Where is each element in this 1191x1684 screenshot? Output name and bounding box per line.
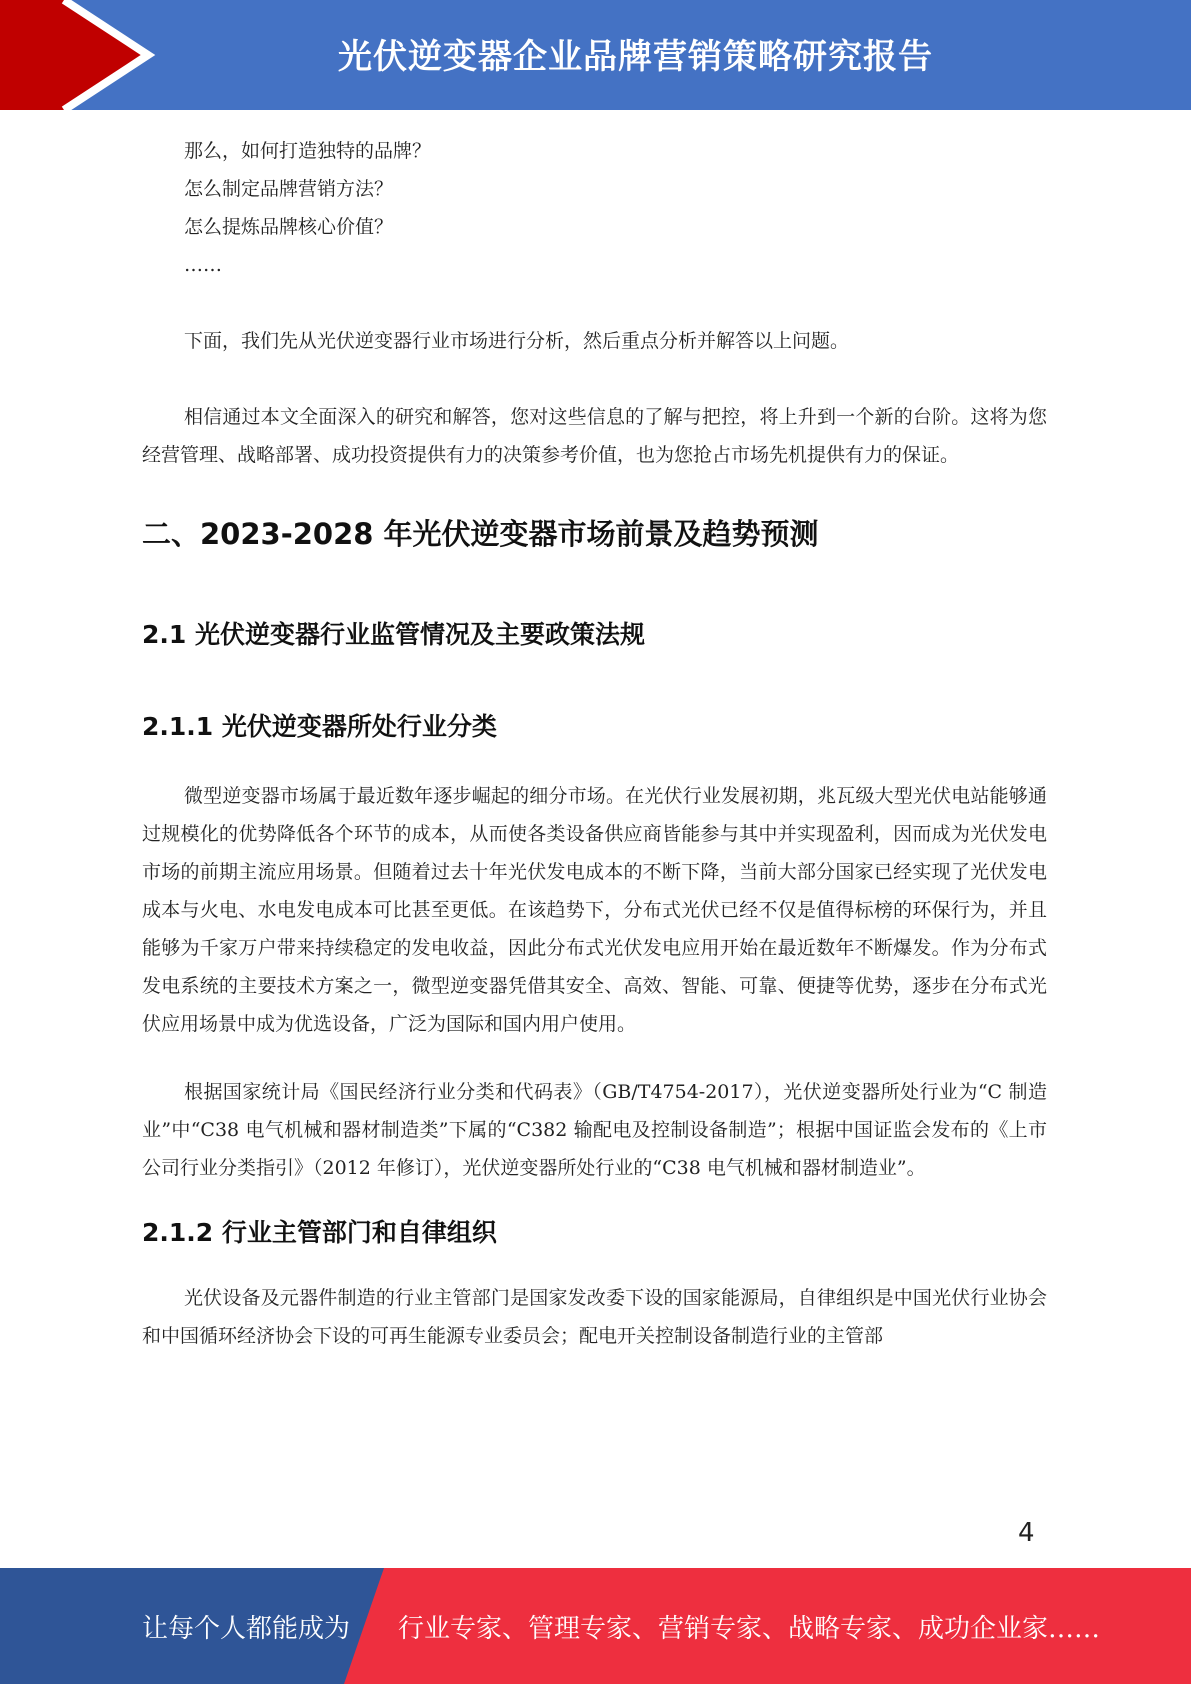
- footer-slogan-right: 行业专家、管理专家、营销专家、战略专家、成功企业家……: [398, 1613, 1101, 1644]
- regulator-paragraph: 光伏设备及元器件制造的行业主管部门是国家发改委下设的国家能源局，自律组织是中国光伏行业协会和中国循环经济协会下设的可再生能源专业委员会；配电开关控制设备制造行业的主管部: [142, 1287, 1047, 1347]
- subsection-heading-2-1-2: 2.1.2 行业主管部门和自律组织: [142, 1218, 497, 1247]
- question-1: 那么，如何打造独特的品牌？: [184, 140, 432, 162]
- question-3: 怎么提炼品牌核心价值？: [184, 216, 394, 238]
- page-footer: [0, 1568, 1191, 1684]
- question-ellipsis: ……: [184, 254, 222, 276]
- intro-paragraph-1: 下面，我们先从光伏逆变器行业市场进行分析，然后重点分析并解答以上问题。: [184, 330, 850, 352]
- header-chevron-decoration: [0, 0, 160, 110]
- report-title: 光伏逆变器企业品牌营销策略研究报告: [338, 36, 933, 77]
- subsection-heading-2-1-1: 2.1.1 光伏逆变器所处行业分类: [142, 712, 497, 741]
- industry-classification-paragraph-1: 微型逆变器市场属于最近数年逐步崛起的细分市场。在光伏行业发展初期，兆瓦级大型光伏电站能够通过规模化的优势降低各个环节的成本，从而使各类设备供应商皆能参与其中并实现盈利，因而成为光伏发电市场的前期主流应用场景。但随着过去十年光伏发电成本的不断下降，当前大部分国家已经实现了光伏发电成本与火电、水电发电成本可比甚至更低。在该趋势下，分布式光伏已经不仅是值得标榜的环保行为，并且能够为千家万户带来持续稳定的发电收益，因此分布式光伏发电应用开始在最近数年不断爆发。作为分布式发电系统的主要技术方案之一，微型逆变器凭借其安全、高效、智能、可靠、便捷等优势，逐步在分布式光伏应用场景中成为优选设备，广泛为国际和国内用户使用。: [142, 785, 1047, 1035]
- footer-slogan-left: 让每个人都能成为: [142, 1613, 351, 1644]
- industry-classification-paragraph-2: 根据国家统计局《国民经济行业分类和代码表》（GB/T4754-2017），光伏逆变器所处行业为“C 制造业”中“C38 电气机械和器材制造类”下属的“C382 输配电及控制设备制造”；根据中国证监会发布的《上市公司行业分类指引》（2012 年修订），光伏逆变器所处行业的“C38 电气机械和器材制造业”。: [142, 1081, 1047, 1179]
- page-content: [142, 132, 1047, 1355]
- page-header: [0, 0, 1191, 110]
- question-2: 怎么制定品牌营销方法？: [184, 178, 394, 200]
- section-heading: 二、2023-2028 年光伏逆变器市场前景及趋势预测: [142, 517, 819, 551]
- intro-paragraph-2: 相信通过本文全面深入的研究和解答，您对这些信息的了解与把控，将上升到一个新的台阶。这将为您经营管理、战略部署、成功投资提供有力的决策参考价值，也为您抢占市场先机提供有力的保证。: [142, 406, 1047, 466]
- subsection-heading-2-1: 2.1 光伏逆变器行业监管情况及主要政策法规: [142, 620, 645, 649]
- page-number: 4: [1018, 1518, 1035, 1548]
